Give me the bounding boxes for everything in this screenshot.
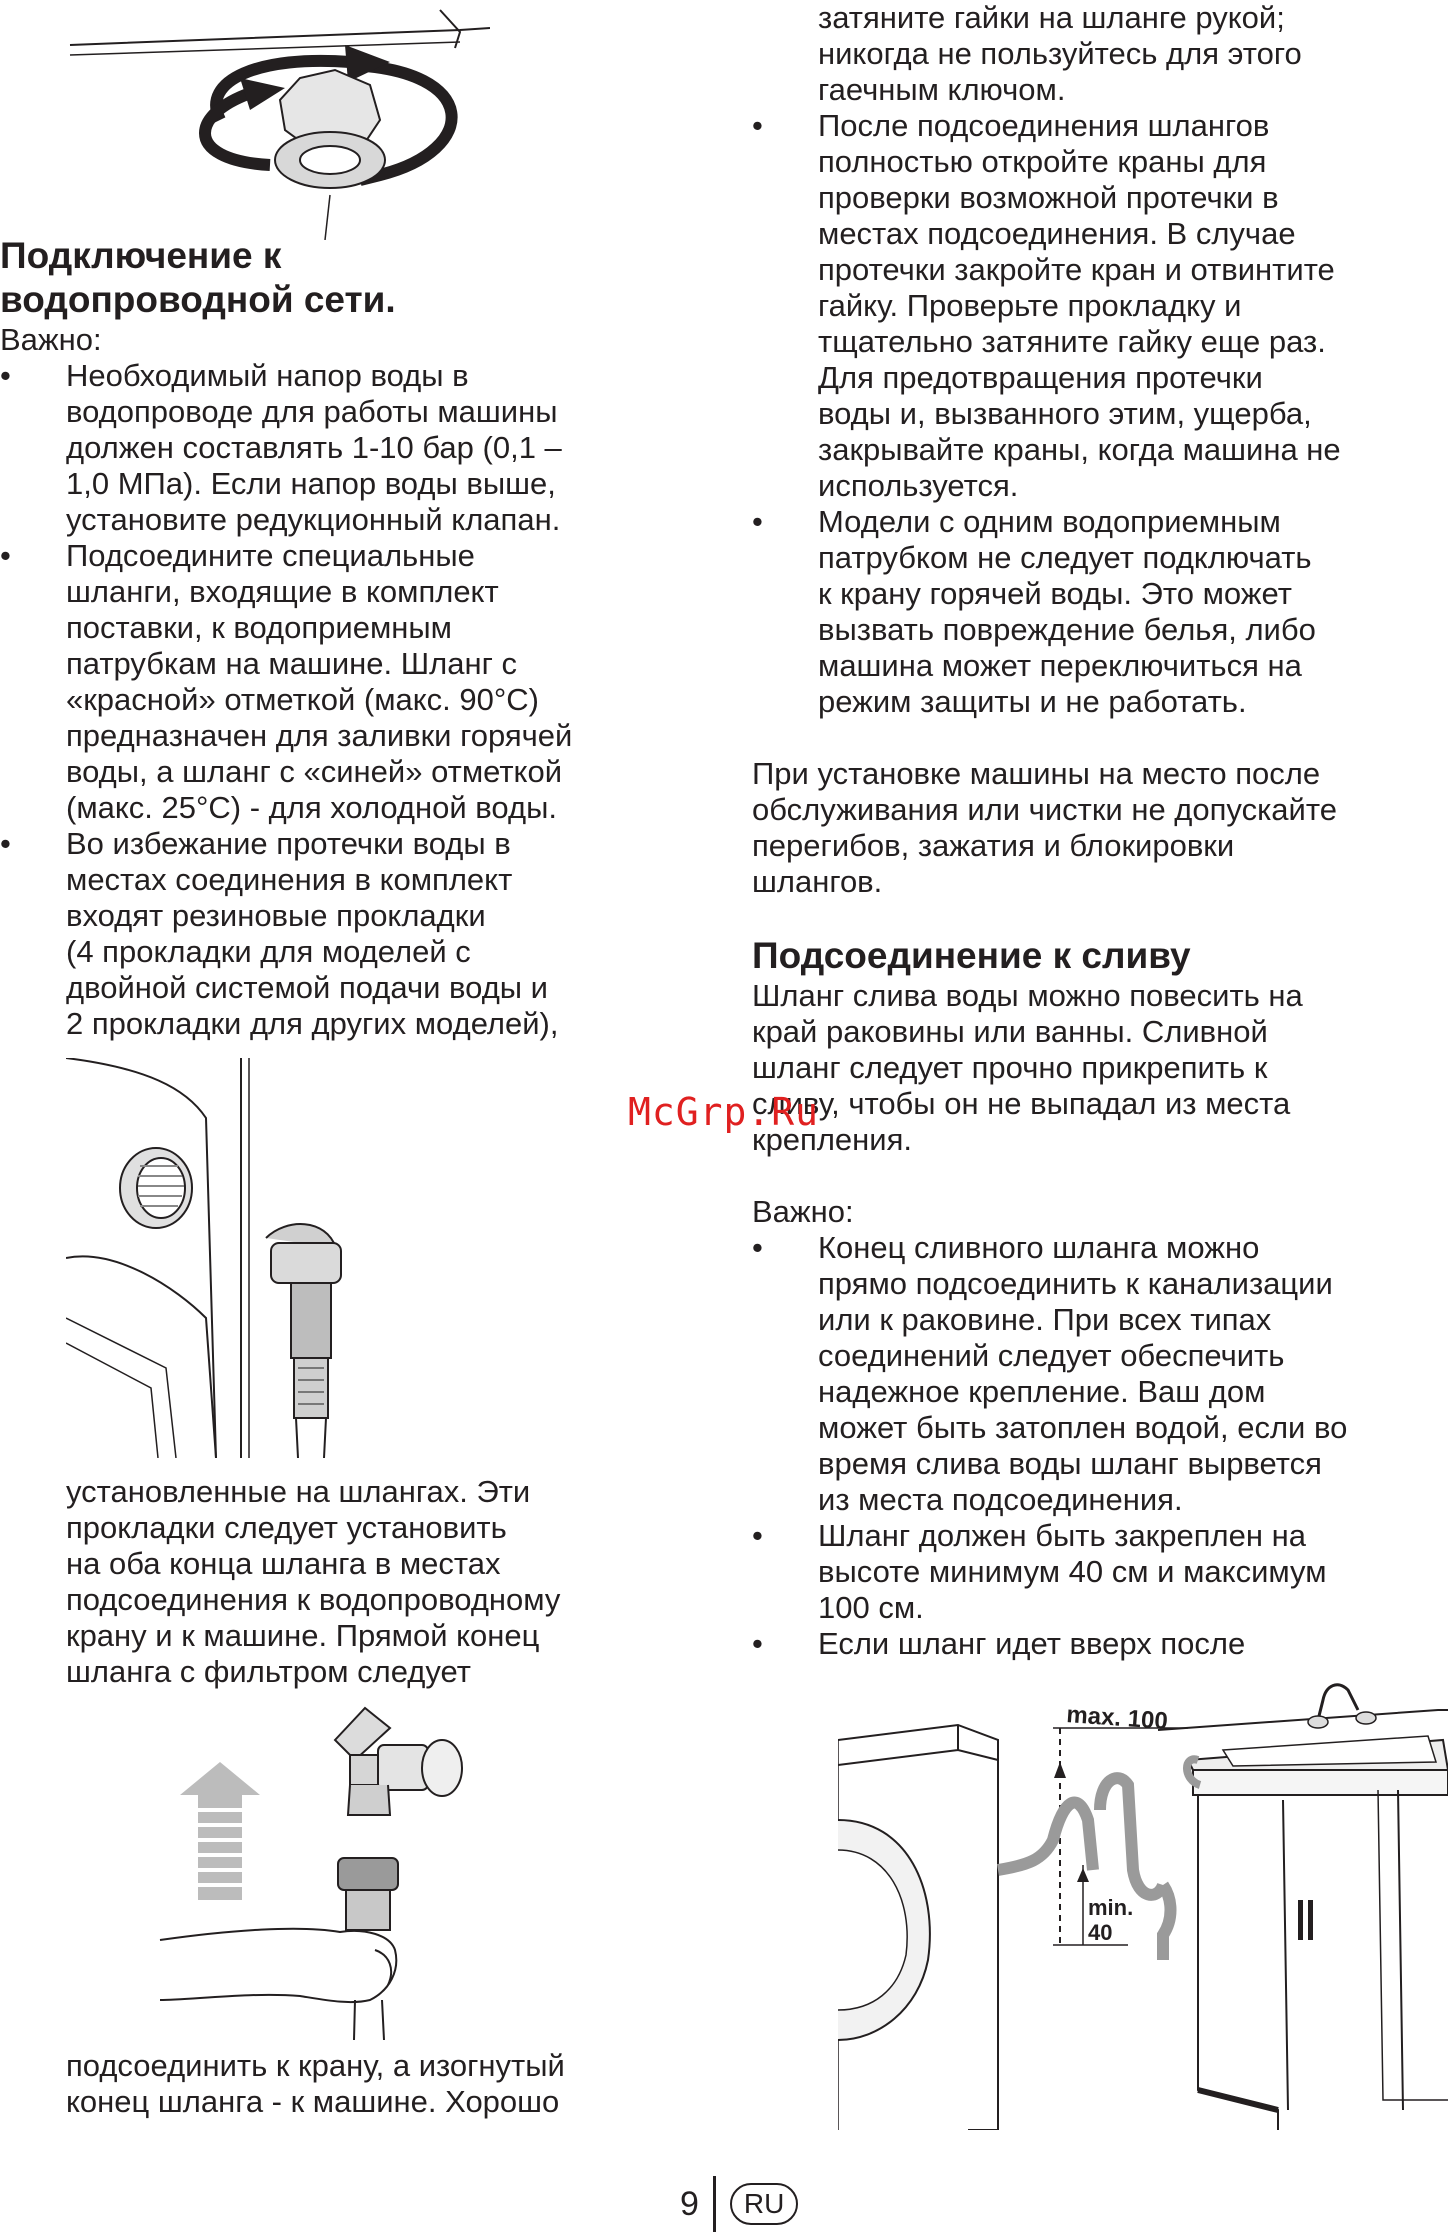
straight-end-continuation-text: подсоединить к крану, а изогнутый конец шланга - к машине. Хорошо xyxy=(66,2048,565,2119)
min-height-label-1: min. xyxy=(1088,1895,1134,1920)
footer-divider xyxy=(713,2176,716,2232)
hose-placement-paragraph: При установке машины на место после обслуживания или чистки не допускайте перегибов, зажатия и блокировки шлангов. xyxy=(752,756,1337,899)
bullet-gaskets: • Во избежание протечки воды в местах соединения в комплект входят резиновые прокладки (4 прокладки для моделей с двойной системой подачи воды и 2 прокладки для других моделей), xyxy=(0,826,680,1042)
important-label-left: Важно: xyxy=(0,322,102,357)
section-heading-drain: Подсоединение к сливу xyxy=(752,935,1191,976)
section-heading-water-connection: Подключение к водопроводной сети. xyxy=(0,235,396,320)
hand-connect-hose-to-tap-figure xyxy=(150,1700,490,2040)
leak-check-bullets xyxy=(752,108,1448,720)
gasket-continuation-text: установленные на шлангах. Эти прокладки следует установить на оба конца шланга в местах подсоединения к водопроводному крану и к машине. Прямой конец шланга с фильтром следует xyxy=(66,1474,561,1689)
drain-hose-height-figure xyxy=(838,1670,1448,2130)
important-label-right: Важно: xyxy=(752,1194,854,1229)
min-height-label-2: 40 xyxy=(1088,1920,1113,1945)
bullet-drain-height: • Шланг должен быть закреплен на высоте минимум 40 см и максимум 100 см. xyxy=(752,1518,1448,1626)
max-height-label: max. 100 xyxy=(1065,1701,1169,1736)
drain-bullets xyxy=(752,1230,1448,1662)
water-connection-bullets xyxy=(0,358,680,1042)
language-badge: RU xyxy=(730,2183,798,2225)
tighten-nuts-continuation-text: затяните гайки на шланге рукой; никогда не пользуйтесь для этого гаечным ключом. xyxy=(818,0,1302,107)
drain-paragraph: Шланг слива воды можно повесить на край раковины или ванны. Сливной шланг следует прочно прикрепить к сливу, чтобы он не выпадал из места крепления. xyxy=(752,978,1303,1157)
hose-nut-rotation-figure xyxy=(60,0,490,240)
bullet-hoses: • Подсоедините специальные шланги, входящие в комплект поставки, к водоприемным патрубкам на машине. Шланг с «красной» отметкой (макс. 90°С) предназначен для заливки горячей воды, а шланг с «синей» отметкой (макс. 25°С) - для холодной воды. xyxy=(0,538,680,826)
machine-inlet-hose-figure xyxy=(66,1058,376,1458)
bullet-single-inlet: • Модели с одним водоприемным патрубком не следует подключать к крану горячей воды. Это может вызвать повреждение белья, либо машина может переключиться на режим защиты и не работать. xyxy=(752,504,1448,720)
bullet-leak-check: • После подсоединения шлангов полностью откройте краны для проверки возможной протечки в местах подсоединения. В случае протечки закройте кран и отвинтите гайку. Проверьте прокладку и тщательно затяните гайку еще раз. Для предотвращения протечки воды и, вызванного этим, ущерба, закрывайте краны, когда машина не используется. xyxy=(752,108,1448,504)
page-number: 9 xyxy=(680,2184,699,2223)
page-footer xyxy=(680,2176,798,2232)
watermark: McGrp.Ru xyxy=(628,1090,820,1134)
bullet-pressure: • Необходимый напор воды в водопроводе для работы машины должен составлять 1-10 бар (0,1 – 1,0 МПа). Если напор воды выше, установите редукционный клапан. xyxy=(0,358,680,538)
bullet-drain-connection: • Конец сливного шланга можно прямо подсоединить к канализации или к раковине. При всех типах соединений следует обеспечить надежное крепление. Ваш дом может быть затоплен водой, если во время слива воды шланг вырвется из места подсоединения. xyxy=(752,1230,1448,1518)
bullet-hose-upwards: • Если шланг идет вверх после xyxy=(752,1626,1448,1662)
